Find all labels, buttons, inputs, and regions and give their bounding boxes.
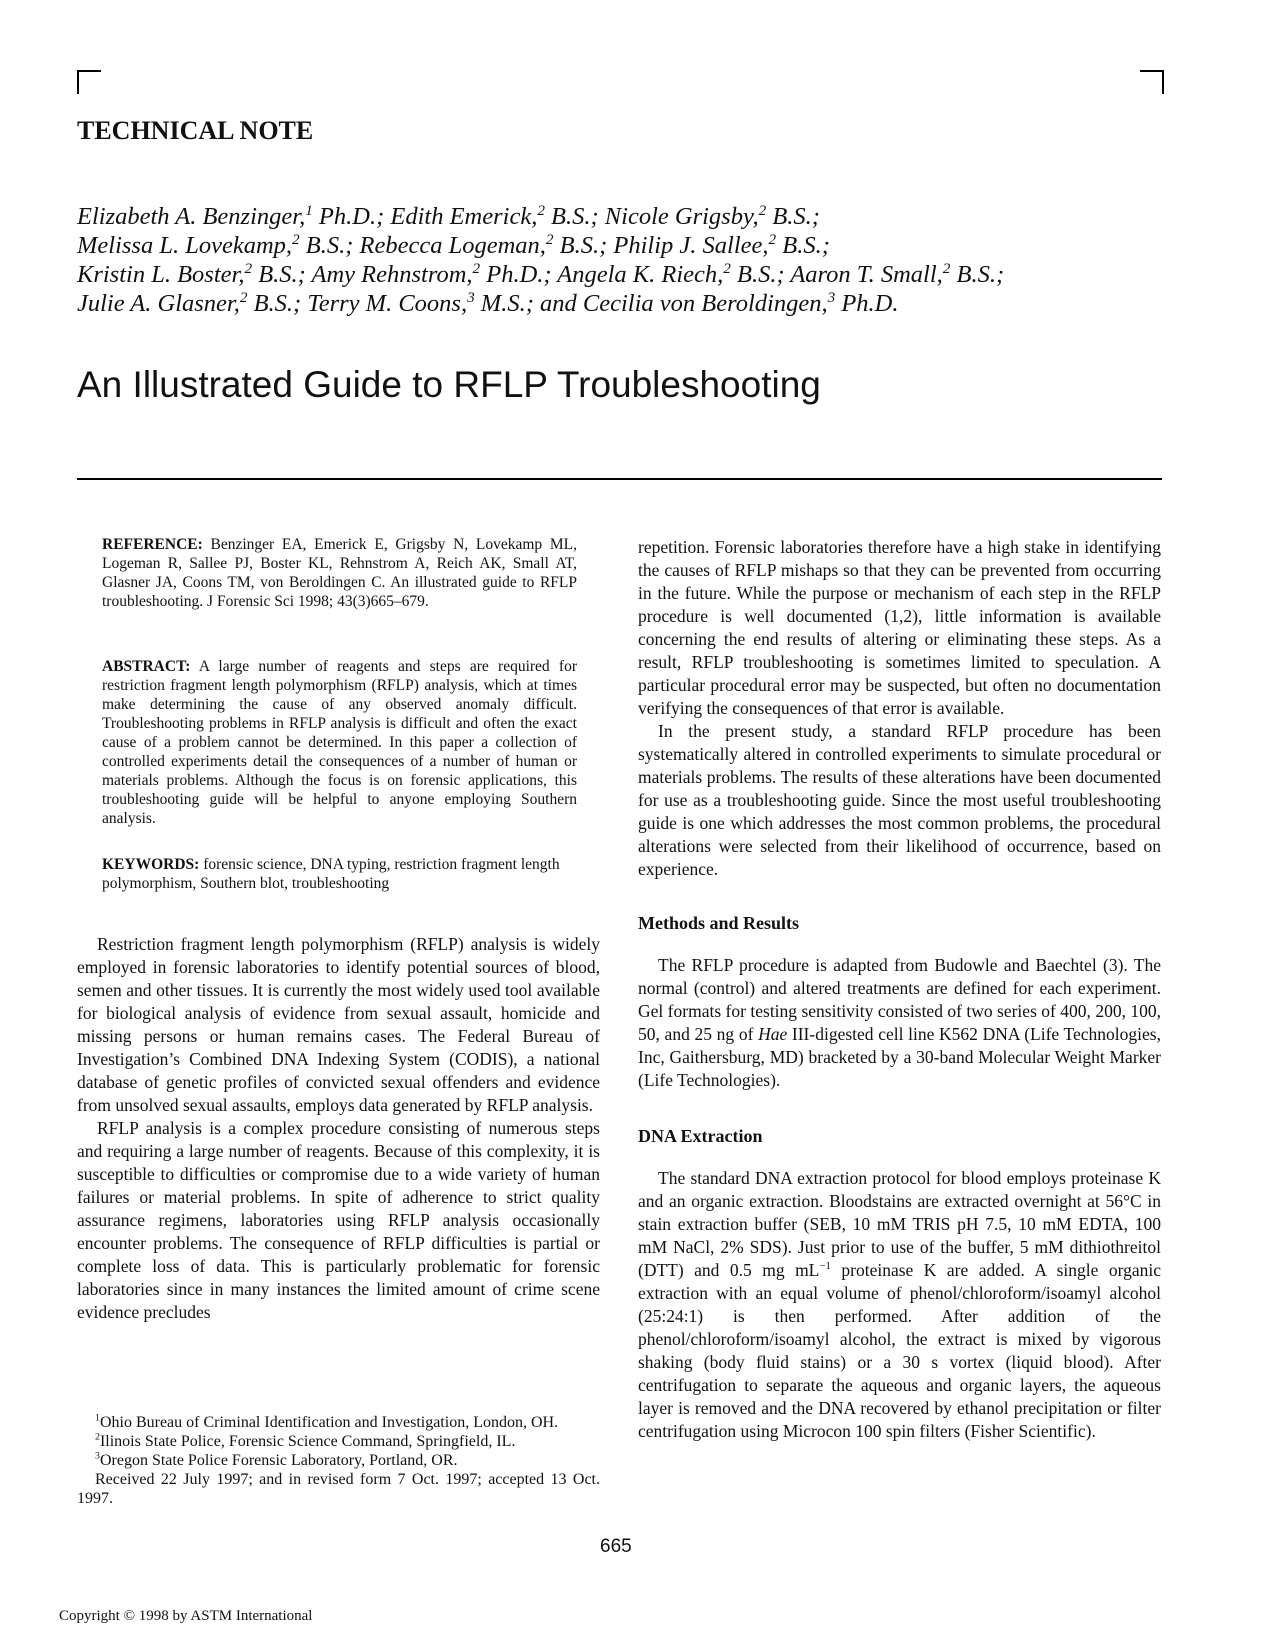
footnote-text: Received 22 July 1997; and in revised form 7 Oct. 1997; accepted 13 Oct. 1997.	[77, 1471, 600, 1507]
body-column-right	[638, 536, 1161, 1443]
footnotes	[77, 1413, 600, 1508]
author-name: Kristin L. Boster,	[77, 261, 245, 288]
author-affiliation: 2	[723, 259, 731, 277]
author-affiliation: 2	[537, 201, 545, 219]
author-name: and Cecilia von Beroldingen,	[540, 290, 828, 317]
body-paragraph: RFLP analysis is a complex procedure consisting of numerous steps and requiring a large number of reagents. Because of this complexity, it is susceptible to difficulties or compromise due to a wide variety of human failures or material problems. In spite of adherence to strict quality assurance regimens, laboratories using RFLP analysis occasionally encounter problems. The consequence of RFLP difficulties is partial or complete loss of data. This is particularly problematic for forensic laboratories since in many instances the limited amount of crime scene evidence precludes	[77, 1118, 600, 1322]
body-text: proteinase K are added. A single organic extraction with an equal volume of phenol/chloroform/isoamyl alcohol (25:24:1) is then performed. After addition of the phenol/chloroform/isoamyl alcohol, the extract is mixed by vigorous shaking (body fluid stains) or a 30 s vortex (liquid blood). After centrifugation to separate the aqueous and organic layers, the aqueous layer is removed and the DNA recovered by ethanol precipitation or filter centrifugation using Microcon 100 spin filters (Fisher Scientific).	[638, 1260, 1161, 1441]
author-affiliation: 2	[545, 230, 554, 248]
author-name: Terry M. Coons,	[307, 290, 468, 317]
author-name: Elizabeth A. Benzinger,	[77, 203, 306, 230]
author-degree: Ph.D.;	[312, 203, 391, 230]
author-name: Edith Emerick,	[390, 203, 538, 230]
body-text: The standard DNA extraction protocol for blood employs proteinase K and an organic extraction. Bloodstains are extracted overnight at 56°C in stain extraction buffer (SEB, 10 mM TRIS pH 7.5, 10 mM EDTA, 100 mM NaCl, 2% SDS). Just prior to use of the buffer, 5 mM dithiothreitol (DTT) and 0.5 mg mL	[638, 1168, 1161, 1280]
author-line	[77, 202, 1004, 231]
footnote-text: Ohio Bureau of Criminal Identification and Investigation, London, OH.	[99, 1414, 559, 1431]
footnote	[77, 1451, 600, 1470]
author-degree: B.S.;	[252, 261, 312, 288]
author-name: Philip J. Sallee,	[613, 232, 769, 259]
author-name: Angela K. Riech,	[557, 261, 724, 288]
author-degree: Ph.D.	[835, 290, 899, 317]
crop-mark-right	[1140, 70, 1164, 94]
author-affiliation: 2	[768, 230, 777, 248]
footnote	[77, 1413, 600, 1432]
author-list	[77, 202, 1004, 318]
author-name: Amy Rehnstrom,	[311, 261, 473, 288]
body-paragraph	[638, 954, 1161, 1092]
author-affiliation: 2	[239, 288, 248, 306]
footnote-marker: 1	[95, 1412, 100, 1424]
author-name: Rebecca Logeman,	[359, 232, 546, 259]
footnote-marker: 2	[95, 1431, 100, 1443]
author-affiliation: 2	[758, 201, 767, 219]
body-paragraph: In the present study, a standard RFLP procedure has been systematically altered in controlled experiments to simulate procedural or materials problems. The results of these alterations have been documented for use as a troubleshooting guide. Since the most useful troubleshooting guide is one which addresses the most common problems, the procedural alterations were selected from their likelihood of occurrence, based on experience.	[638, 721, 1161, 879]
abstract-block	[102, 657, 577, 828]
author-degree: B.S.;	[950, 261, 1005, 288]
author-line	[77, 260, 1004, 289]
abstract-text: A large number of reagents and steps are required for restriction fragment length polymorphism (RFLP) analysis, which at times make determining the cause of any observed anomaly difficult. Troubleshooting problems in RFLP analysis is difficult and often the exact cause of a problem cannot be determined. In this paper a collection of controlled experiments detail the consequences of a number of human or materials problems. Although the focus is on forensic applications, this troubleshooting guide will be helpful to anyone employing Southern analysis.	[102, 658, 577, 827]
author-degree: B.S.;	[247, 290, 308, 317]
footnote-text: Ilinois State Police, Forensic Science Command, Springfield, IL.	[99, 1433, 516, 1450]
author-line	[77, 231, 1004, 260]
body-paragraph: Restriction fragment length polymorphism (RFLP) analysis is widely employed in forensic laboratories to identify potential sources of blood, semen and other tissues. It is currently the most widely used tool available for biological analysis of evidence from sexual assault, homicide and missing persons or human remains cases. The Federal Bureau of Investigation’s Combined DNA Indexing System (CODIS), a national database of genetic profiles of convicted sexual offenders and evidence from unsolved sexual assaults, employs data generated by RFLP analysis.	[77, 934, 600, 1115]
reference-block	[102, 535, 577, 611]
author-degree: B.S.;	[544, 203, 605, 230]
enzyme-name: Hae	[758, 1024, 788, 1044]
unit-exponent: −1	[819, 1260, 831, 1273]
body-text: III-digested cell line K562 DNA (Life Technologies, Inc, Gaithersburg, MD) bracketed by a 30-band Molecular Weight Marker (Life Technologies).	[638, 1024, 1161, 1090]
footnote	[77, 1432, 600, 1451]
author-degree: Ph.D.;	[480, 261, 558, 288]
title-divider	[77, 478, 1162, 480]
body-text: The RFLP procedure is adapted from Budowle and Baechtel (3). The normal (control) and altered treatments are defined for each experiment. Gel formats for testing sensitivity consisted of two series of 400, 200, 100, 50, and 25 ng of	[638, 955, 1161, 1044]
section-heading-dna-extraction: DNA Extraction	[638, 1126, 763, 1146]
author-degree: B.S.;	[553, 232, 614, 259]
page-number: 665	[600, 1536, 632, 1557]
author-line	[77, 289, 1004, 318]
footnote	[77, 1470, 600, 1508]
author-degree: B.S.;	[730, 261, 791, 288]
author-name: Nicole Grigsby,	[604, 203, 759, 230]
author-affiliation: 2	[942, 259, 951, 277]
author-affiliation: 1	[305, 201, 313, 219]
keywords-text: forensic science, DNA typing, restriction fragment length polymorphism, Southern blot, troubleshooting	[102, 856, 560, 892]
section-heading-methods: Methods and Results	[638, 913, 800, 933]
footnote-text: Oregon State Police Forensic Laboratory, Portland, OR.	[99, 1452, 458, 1469]
author-degree: B.S.;	[776, 232, 830, 259]
author-affiliation: 3	[827, 288, 836, 306]
body-paragraph	[638, 1167, 1161, 1443]
paper-title: An Illustrated Guide to RFLP Troubleshooting	[77, 364, 821, 405]
author-affiliation: 2	[472, 259, 481, 277]
section-label: TECHNICAL NOTE	[77, 116, 314, 145]
abstract-label: ABSTRACT:	[102, 658, 191, 675]
author-name: Aaron T. Small,	[790, 261, 943, 288]
body-paragraph: repetition. Forensic laboratories therefore have a high stake in identifying the causes of RFLP mishaps so that they can be prevented from occurring in the future. While the purpose or mechanism of each step in the RFLP procedure is well documented (1,2), little information is available concerning the end results of altering or eliminating these steps. As a result, RFLP troubleshooting is sometimes limited to speculation. A particular procedural error may be suspected, but often no documentation verifying the consequences of that error is available.	[638, 537, 1161, 718]
author-affiliation: 3	[467, 288, 475, 306]
footnote-marker: 3	[95, 1450, 100, 1462]
crop-mark-left	[77, 70, 101, 94]
body-column-left	[77, 933, 600, 1324]
author-degree: M.S.;	[474, 290, 540, 317]
author-affiliation: 2	[292, 230, 300, 248]
author-affiliation: 2	[244, 259, 253, 277]
keywords-label: KEYWORDS:	[102, 856, 200, 873]
author-name: Julie A. Glasner,	[77, 290, 240, 317]
author-degree: B.S.;	[766, 203, 820, 230]
copyright-notice: Copyright © 1998 by ASTM International	[59, 1608, 313, 1624]
reference-text: Benzinger EA, Emerick E, Grigsby N, Lovekamp ML, Logeman R, Sallee PJ, Boster KL, Rehnstrom A, Reich AK, Small AT, Glasner JA, Coons TM, von Beroldingen C. An illustrated guide to RFLP troubleshooting. J Forensic Sci 1998; 43(3)665–679.	[102, 536, 577, 610]
author-name: Melissa L. Lovekamp,	[77, 232, 293, 259]
reference-label: REFERENCE:	[102, 536, 203, 553]
author-degree: B.S.;	[299, 232, 360, 259]
keywords-block	[102, 855, 577, 893]
